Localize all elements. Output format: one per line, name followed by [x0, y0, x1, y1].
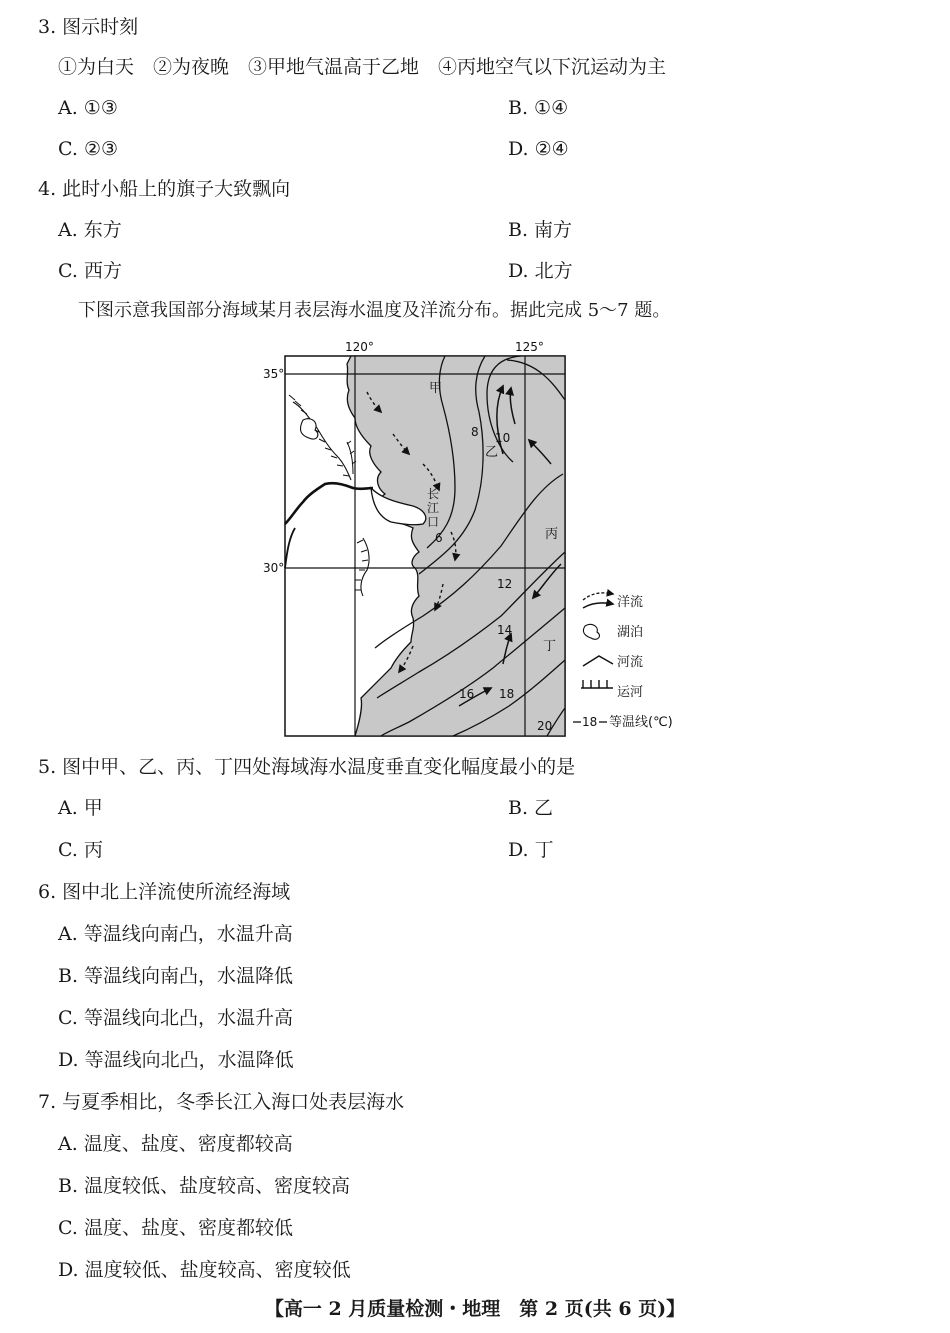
estuary-label-3: 口 [427, 515, 440, 529]
isotherm-label-6: 6 [435, 531, 443, 545]
q7-option-d[interactable]: D. 温度较低、盐度较高、密度较低 [58, 1259, 351, 1281]
current-arrow-icon [583, 593, 613, 600]
estuary-label-2: 江 [427, 501, 440, 515]
q4-stem: 4. 此时小船上的旗子大致飘向 [38, 178, 291, 200]
q3-option-a[interactable]: A. ①③ [58, 97, 118, 119]
q5-option-a[interactable]: A. 甲 [58, 797, 103, 819]
isotherm-label-20: 20 [537, 719, 553, 733]
q7-option-a[interactable]: A. 温度、盐度、密度都较高 [58, 1133, 293, 1155]
q3-stem: 3. 图示时刻 [38, 16, 139, 38]
q6-option-b[interactable]: B. 等温线向南凸，水温降低 [58, 965, 294, 987]
isotherm-label-10: 10 [495, 431, 511, 445]
q3-option-b[interactable]: B. ①④ [508, 97, 569, 119]
legend-river-label: 河流 [617, 655, 644, 670]
q5-option-c[interactable]: C. 丙 [58, 839, 103, 861]
canal-legend-icon [581, 680, 613, 688]
page-footer: 【高一 2 月质量检测・地理 第 2 页(共 6 页)】 [264, 1298, 686, 1320]
legend-current-label: 洋流 [617, 595, 644, 610]
region-yi: 乙 [485, 445, 499, 460]
q7-stem: 7. 与夏季相比，冬季长江入海口处表层海水 [38, 1091, 405, 1113]
q3-option-d[interactable]: D. ②④ [508, 138, 569, 160]
isotherm-label-12: 12 [497, 577, 513, 591]
lat-label-30: 30° [263, 561, 285, 575]
lon-label-125: 125° [515, 340, 544, 354]
q4-option-b[interactable]: B. 南方 [508, 219, 573, 241]
q6-option-a[interactable]: A. 等温线向南凸，水温升高 [58, 923, 293, 945]
legend-isotherm-value: 18 [582, 715, 598, 729]
region-bing: 丙 [545, 527, 559, 542]
q4-option-d[interactable]: D. 北方 [508, 260, 573, 282]
region-ding: 丁 [543, 639, 557, 654]
estuary-label-1: 长 [427, 487, 440, 501]
legend-isotherm-label: 等温线(℃) [609, 715, 673, 730]
q7-option-b[interactable]: B. 温度较低、盐度较高、密度较高 [58, 1175, 351, 1197]
lon-label-120: 120° [345, 340, 374, 354]
q3-option-c[interactable]: C. ②③ [58, 138, 119, 160]
q6-option-d[interactable]: D. 等温线向北凸，水温降低 [58, 1049, 294, 1071]
q6-option-c[interactable]: C. 等温线向北凸，水温升高 [58, 1007, 293, 1029]
q7-option-c[interactable]: C. 温度、盐度、密度都较低 [58, 1217, 293, 1239]
river-legend-icon [583, 656, 613, 666]
region-jia: 甲 [429, 381, 443, 396]
q3-statements: ①为白天 ②为夜晚 ③甲地气温高于乙地 ④丙地空气以下沉运动为主 [58, 56, 667, 78]
legend-canal-label: 运河 [617, 685, 644, 700]
q5-option-d[interactable]: D. 丁 [508, 839, 554, 861]
lat-label-35: 35° [263, 367, 285, 381]
q6-stem: 6. 图中北上洋流使所流经海域 [38, 881, 291, 903]
q4-option-c[interactable]: C. 西方 [58, 260, 122, 282]
isotherm-label-14: 14 [497, 623, 513, 637]
legend-lake-label: 湖泊 [617, 625, 644, 640]
lake-legend-icon [583, 624, 599, 639]
q5-option-b[interactable]: B. 乙 [508, 797, 554, 819]
isotherm-label-18: 18 [499, 687, 515, 701]
q4-option-a[interactable]: A. 东方 [58, 219, 122, 241]
isotherm-label-16: 16 [459, 687, 475, 701]
map-legend [573, 593, 673, 730]
q5-stem: 5. 图中甲、乙、丙、丁四处海域海水温度垂直变化幅度最小的是 [38, 756, 576, 778]
sea-temperature-map [263, 338, 689, 740]
map-intro: 下图示意我国部分海域某月表层海水温度及洋流分布。据此完成 5～7 题。 [78, 300, 671, 321]
isotherm-label-8: 8 [471, 425, 479, 439]
